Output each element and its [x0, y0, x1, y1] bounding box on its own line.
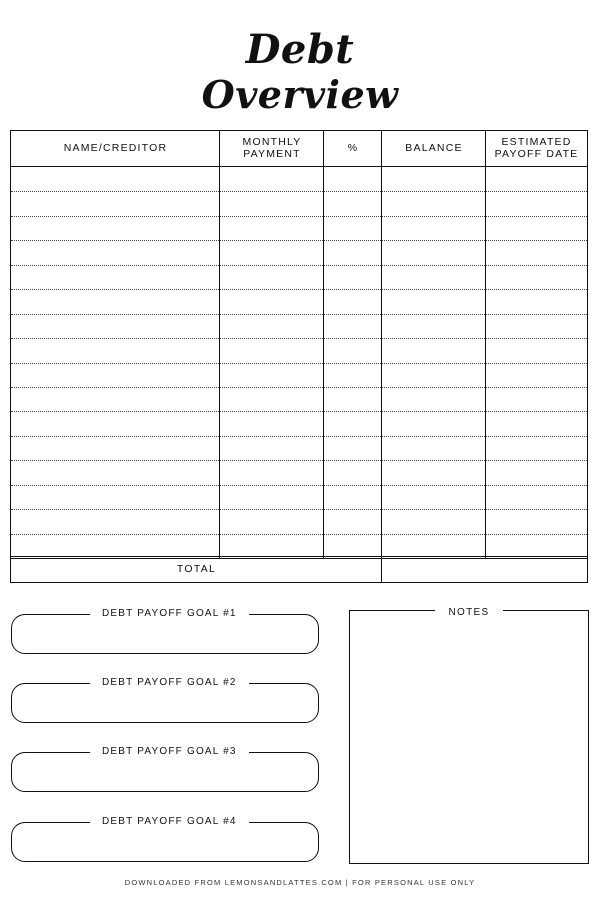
goal-label: DEBT PAYOFF GOAL #1: [90, 606, 249, 622]
table-row[interactable]: [11, 363, 587, 388]
table-row[interactable]: [11, 240, 587, 265]
total-row: [11, 556, 587, 582]
header-percent: %: [347, 142, 359, 154]
column-divider: [381, 131, 382, 582]
goal-box-3[interactable]: [11, 746, 319, 792]
table-row[interactable]: [11, 216, 587, 241]
debt-table: [10, 130, 588, 583]
goal-box-4[interactable]: [11, 816, 319, 862]
table-row[interactable]: [11, 314, 587, 339]
notes-label: [350, 602, 588, 621]
table-header: [11, 131, 587, 167]
table-row[interactable]: [11, 265, 587, 290]
table-row[interactable]: [11, 485, 587, 510]
goal-box-1[interactable]: [11, 608, 319, 654]
header-balance: BALANCE: [405, 142, 463, 154]
table-row[interactable]: [11, 411, 587, 436]
column-divider: [323, 131, 324, 558]
column-divider: [485, 131, 486, 558]
table-row[interactable]: [11, 289, 587, 314]
table-row[interactable]: [11, 509, 587, 534]
header-name-creditor: NAME/CREDITOR: [63, 142, 168, 154]
notes-label-text: NOTES: [435, 607, 504, 618]
page-title-line-2: Overview: [201, 72, 399, 117]
table-row[interactable]: [11, 436, 587, 461]
table-row[interactable]: [11, 460, 587, 485]
table-row[interactable]: [11, 191, 587, 216]
page-title-line-1: Debt: [245, 26, 355, 73]
header-estimated-payoff-date: ESTIMATED PAYOFF DATE: [494, 136, 579, 160]
goal-box-2[interactable]: [11, 677, 319, 723]
table-row[interactable]: [11, 338, 587, 363]
table-row[interactable]: [11, 387, 587, 412]
header-monthly-payment: MONTHLY PAYMENT: [242, 136, 302, 160]
total-label: TOTAL: [176, 563, 217, 575]
goal-label: DEBT PAYOFF GOAL #4: [90, 814, 249, 830]
table-row[interactable]: [11, 167, 587, 192]
goal-label: DEBT PAYOFF GOAL #3: [90, 744, 249, 760]
notes-box[interactable]: [349, 607, 589, 864]
footer-text: DOWNLOADED FROM LEMONSANDLATTES.COM | FOR PERSONAL USE ONLY: [124, 878, 476, 887]
goal-label: DEBT PAYOFF GOAL #2: [90, 675, 249, 691]
column-divider: [219, 131, 220, 558]
